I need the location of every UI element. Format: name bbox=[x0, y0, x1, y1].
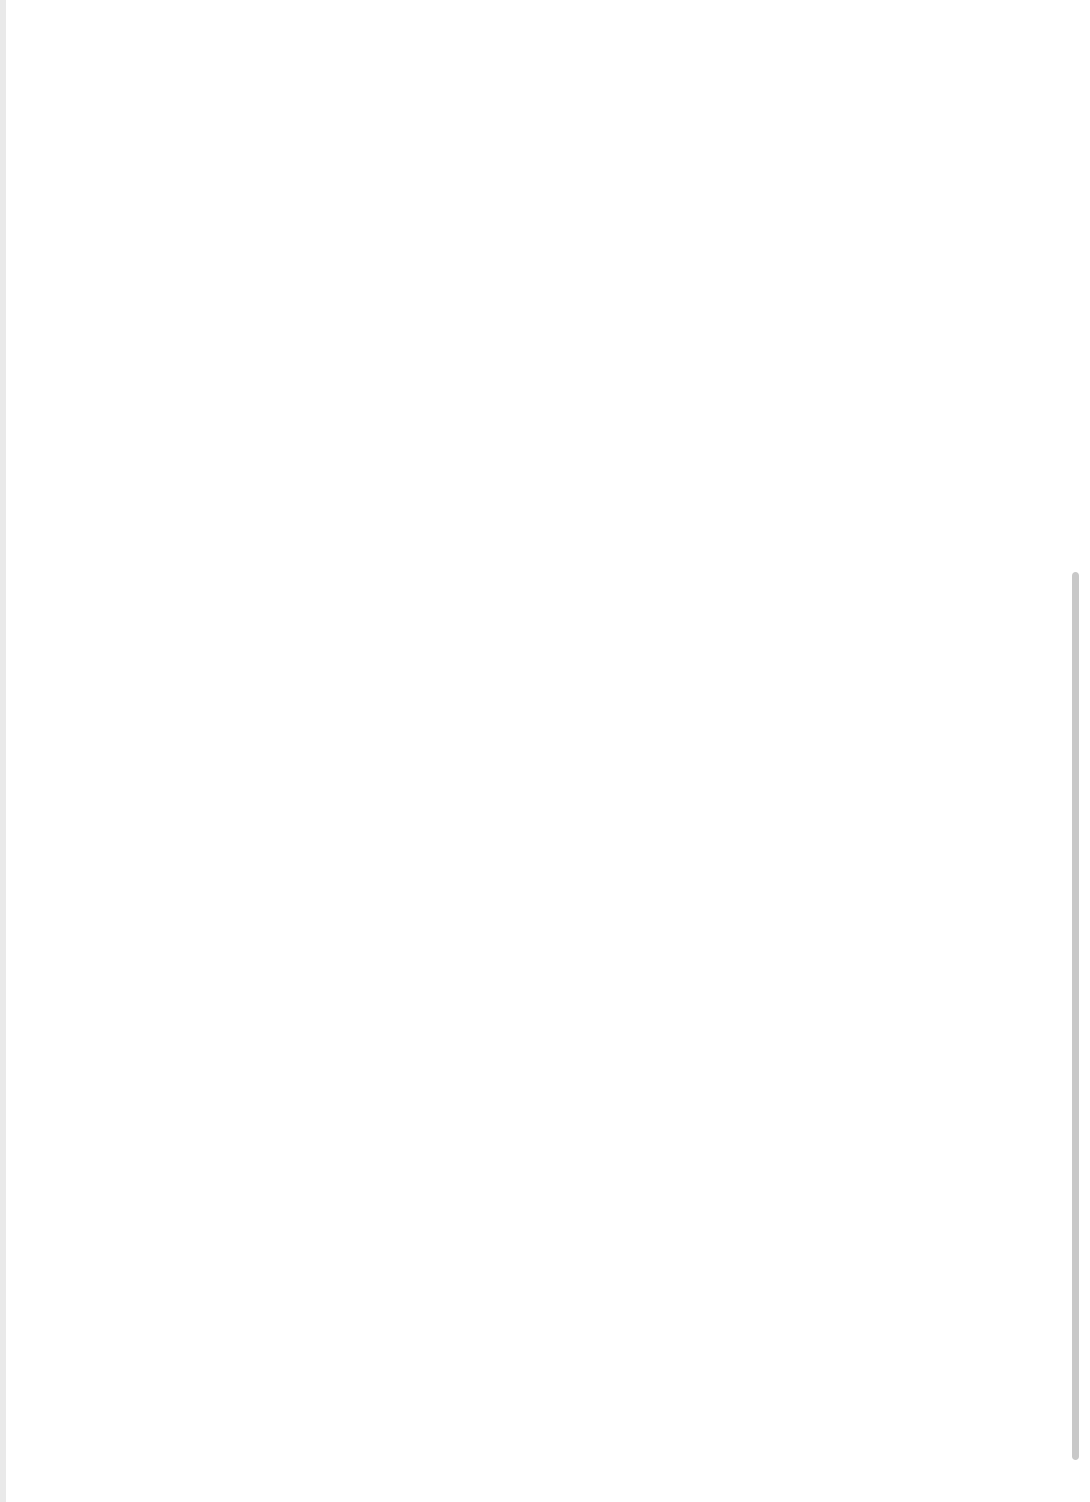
scrollbar-thumb[interactable] bbox=[1072, 572, 1079, 1460]
page-left-edge bbox=[0, 0, 6, 1502]
